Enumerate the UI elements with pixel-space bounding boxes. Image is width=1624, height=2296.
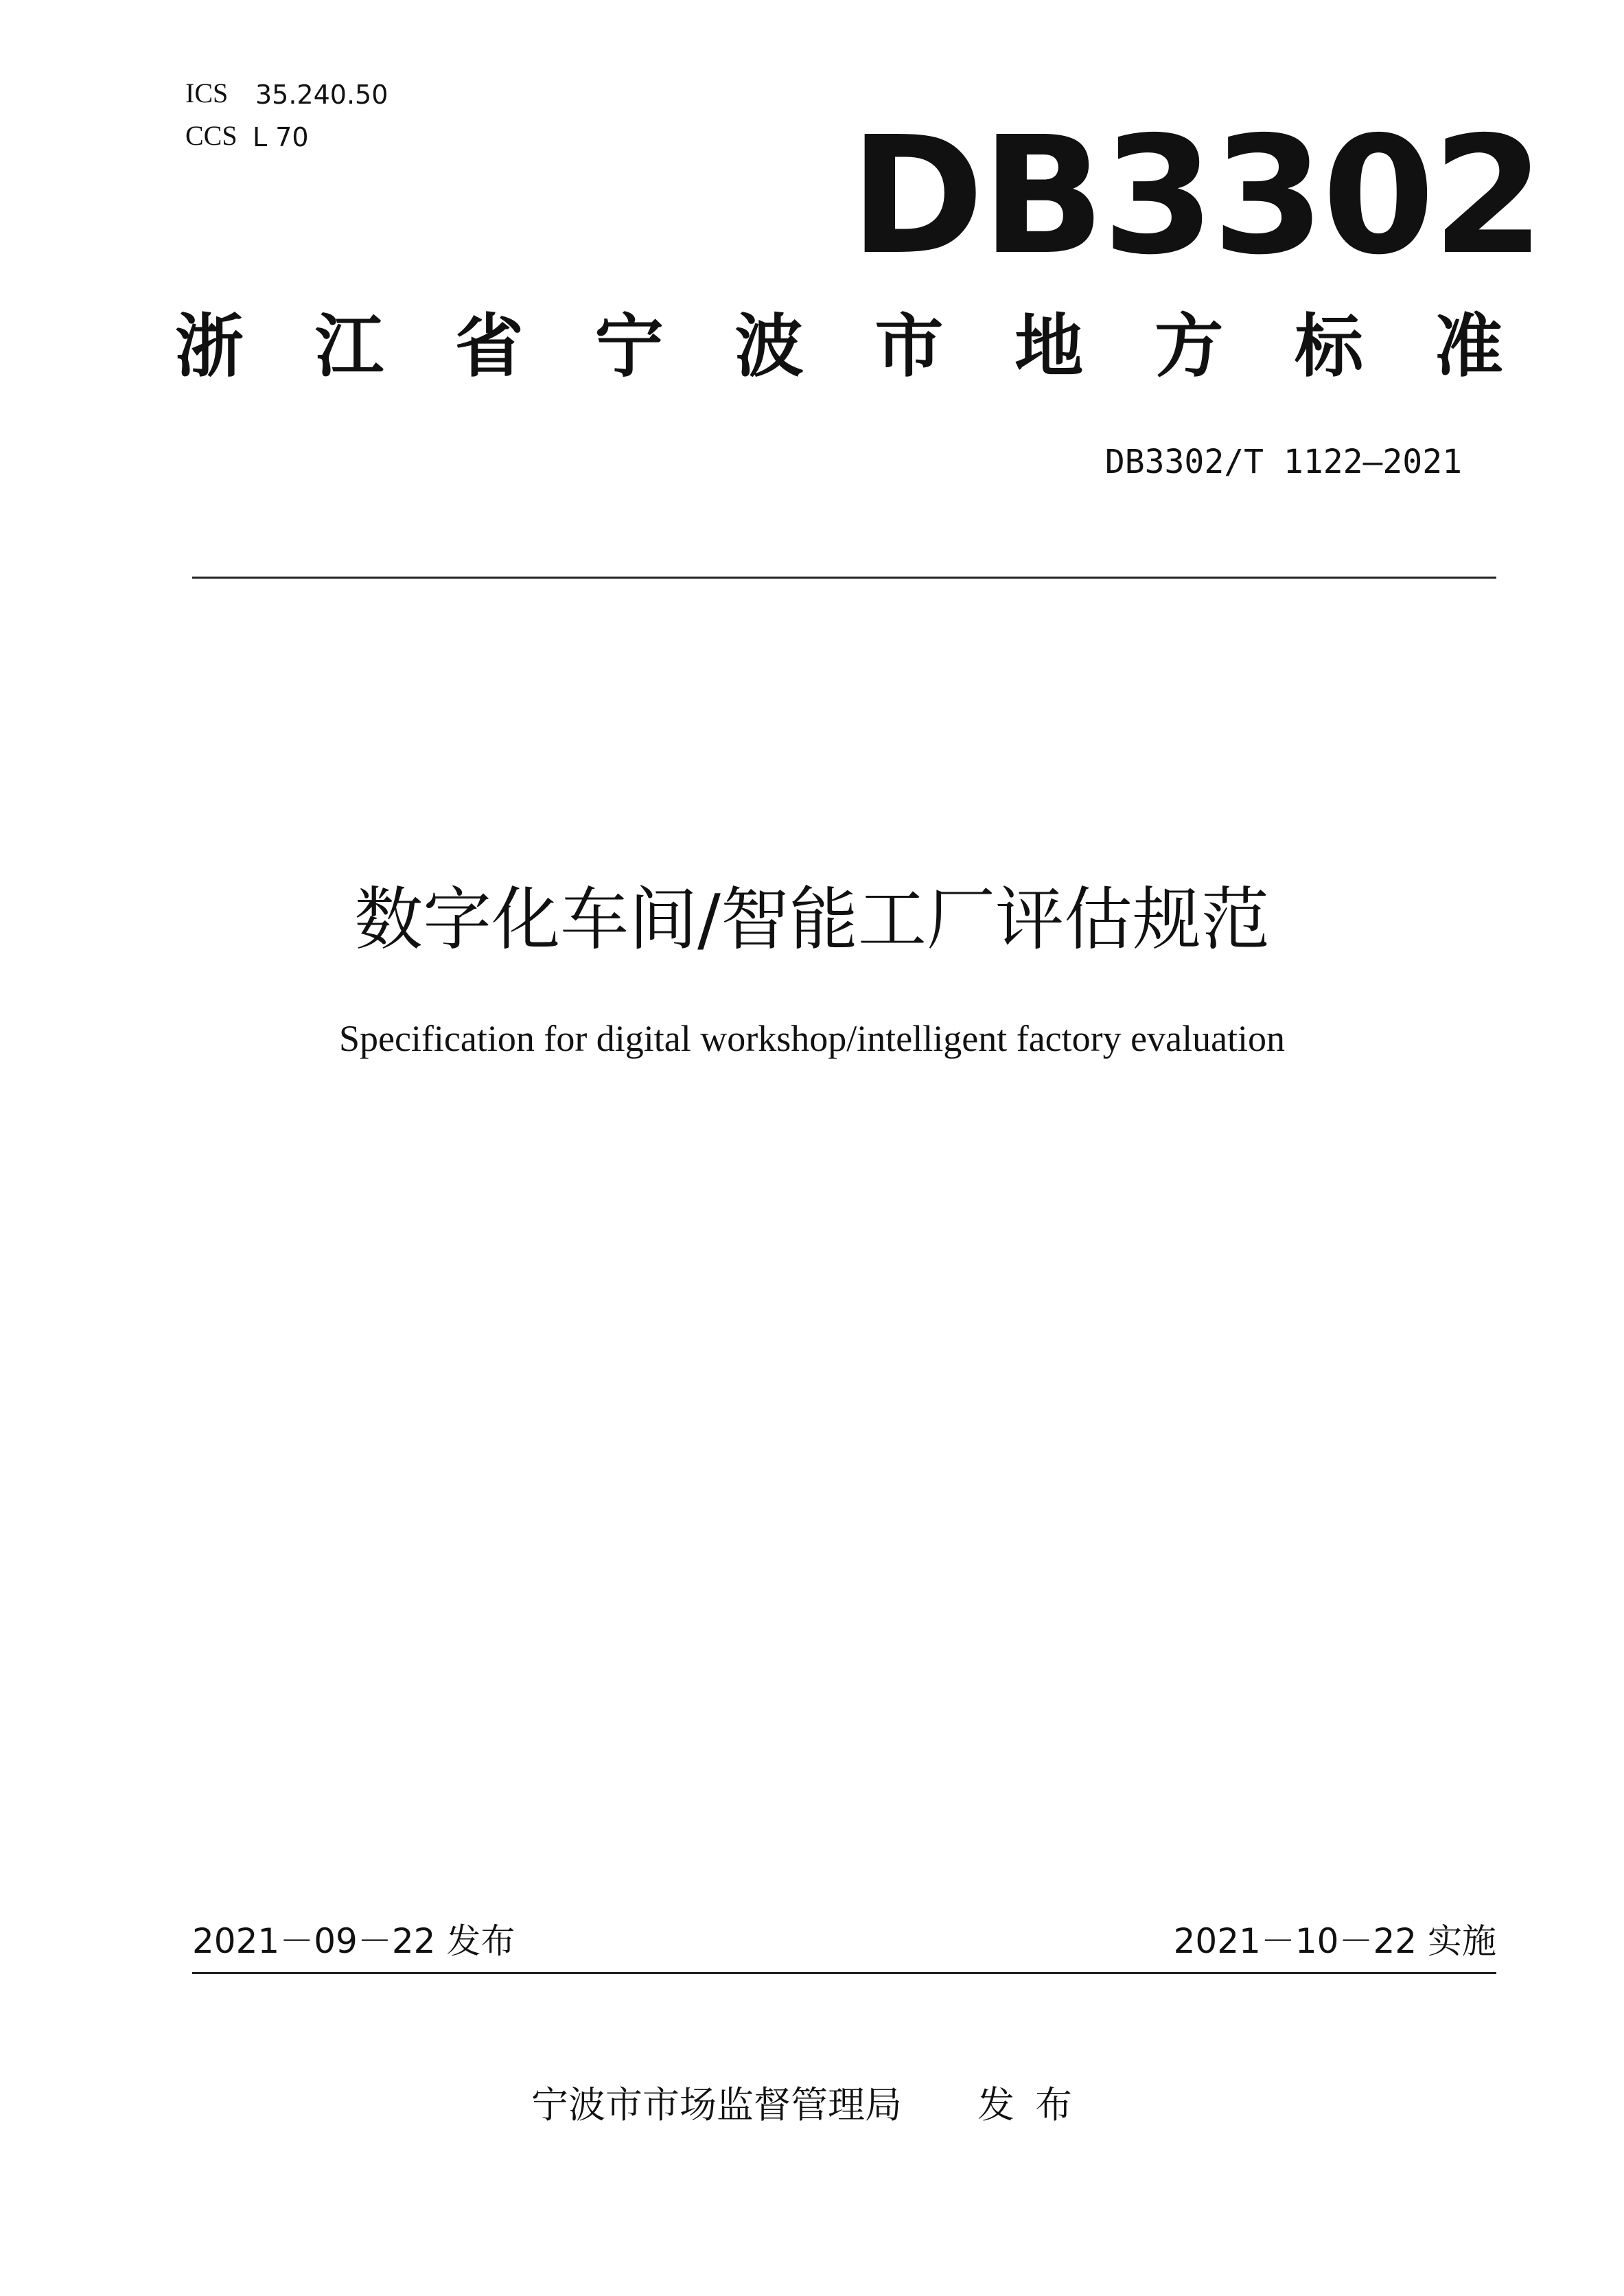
standard-type-char: 江 [314, 306, 384, 386]
ccs-label: CCS [185, 120, 237, 151]
issue-date: 2021－09－22 发布 [192, 1921, 515, 1961]
standard-type-char: 浙 [175, 306, 244, 386]
footer-divider [192, 1972, 1496, 1974]
standard-type-char: 地 [1014, 306, 1084, 386]
publisher-action: 发布 [977, 2083, 1093, 2126]
ccs-value: L 70 [253, 122, 309, 152]
implementation-date: 2021－10－22 实施 [1173, 1921, 1496, 1961]
publisher-line [0, 2081, 1624, 2129]
standard-type-char: 宁 [594, 306, 664, 386]
header-divider [192, 577, 1496, 579]
standard-number: DB3302/T 1122—2021 [1104, 443, 1462, 481]
standard-type-heading [175, 306, 1503, 386]
standard-type-char: 波 [734, 306, 804, 386]
standard-type-char: 准 [1434, 306, 1503, 386]
ics-label: ICS [185, 78, 229, 108]
document-title-english: Specification for digital workshop/intelligent factory evaluation [338, 1018, 1286, 1059]
standard-type-char: 方 [1155, 306, 1224, 386]
standard-type-char: 标 [1295, 306, 1363, 386]
ics-value: 35.240.50 [255, 80, 388, 110]
standard-type-char: 省 [454, 306, 524, 386]
publisher-name: 宁波市市场监督管理局 [531, 2083, 902, 2126]
standard-type-char: 市 [874, 306, 944, 386]
db-code-logo: DB3302 [850, 102, 1542, 290]
document-title-chinese: 数字化车间/智能工厂评估规范 [354, 879, 1270, 960]
